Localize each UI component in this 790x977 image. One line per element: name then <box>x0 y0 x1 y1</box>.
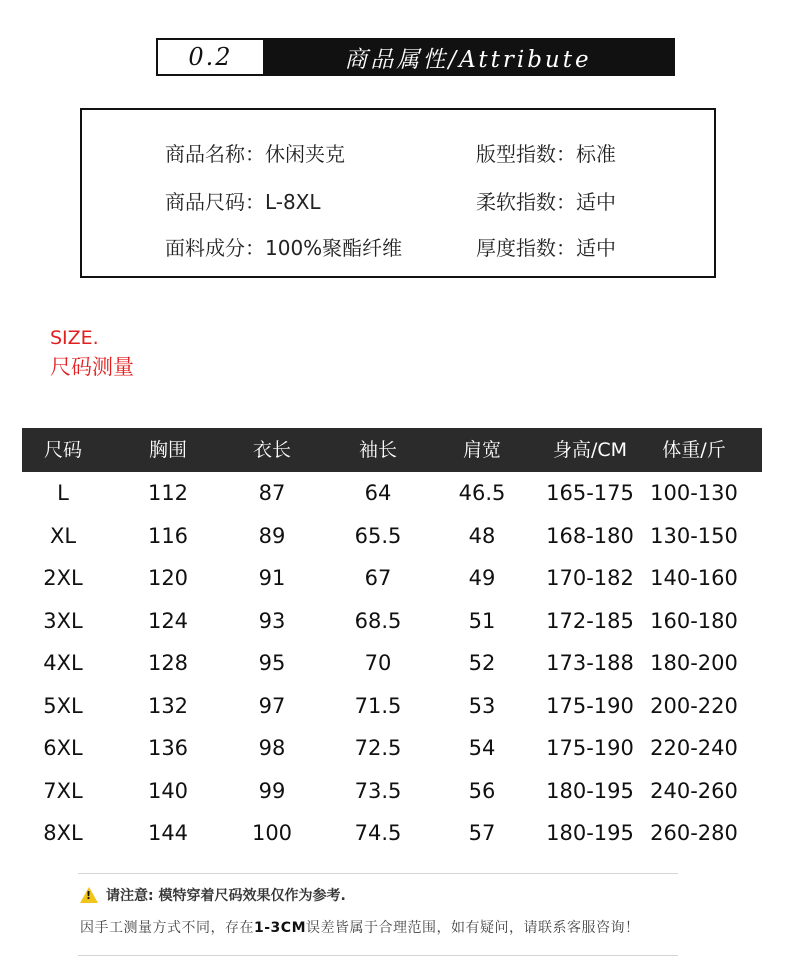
attribute-size: 商品尺码：L-8XL <box>165 190 321 214</box>
table-header-cell: 尺码 <box>43 439 83 461</box>
table-cell: 175-190 <box>546 736 634 760</box>
table-cell: 56 <box>468 778 496 803</box>
table-cell: 64 <box>364 481 392 505</box>
table-cell: 93 <box>258 608 286 633</box>
table-row <box>22 515 762 558</box>
table-cell: 100 <box>251 821 293 845</box>
size-table <box>22 428 762 855</box>
attribute-box <box>80 108 716 278</box>
table-cell: 73.5 <box>354 778 402 803</box>
table-cell: 98 <box>258 736 286 760</box>
table-cell: 48 <box>468 523 496 548</box>
table-cell: 220-240 <box>650 736 738 760</box>
table-cell: 173-188 <box>546 651 634 675</box>
table-cell: 99 <box>258 778 286 803</box>
table-cell: 46.5 <box>458 481 506 505</box>
table-row <box>22 685 762 728</box>
table-cell: 68.5 <box>354 608 402 633</box>
table-cell: 91 <box>258 566 286 590</box>
table-cell: 168-180 <box>546 523 634 548</box>
note-text-2-post: 误差皆属于合理范围，如有疑问，请联系客服咨询！ <box>306 920 640 936</box>
table-header-row <box>22 428 762 472</box>
table-cell: 136 <box>147 736 189 760</box>
table-cell: 240-260 <box>650 778 738 803</box>
table-cell: 51 <box>468 608 496 633</box>
table-cell: 128 <box>147 651 189 675</box>
table-cell: 95 <box>258 651 286 675</box>
table-cell: 100-130 <box>650 481 738 505</box>
table-cell: 70 <box>364 651 392 675</box>
table-cell: 112 <box>147 481 189 505</box>
table-row <box>22 600 762 643</box>
table-cell: L <box>57 481 69 505</box>
attribute-name: 商品名称：休闲夹克 <box>165 142 345 166</box>
table-cell: 124 <box>147 608 189 633</box>
table-row <box>22 812 762 855</box>
section-title: 商品属性/Attribute <box>263 40 673 74</box>
section-header <box>156 38 675 76</box>
table-cell: 200-220 <box>650 693 738 718</box>
size-heading-cn: 尺码测量 <box>50 355 134 379</box>
attribute-thickness: 厚度指数：适中 <box>476 236 616 260</box>
table-cell: 116 <box>147 523 189 548</box>
table-header-cell: 袖长 <box>358 439 398 461</box>
table-cell: 140 <box>147 778 189 803</box>
warning-icon-glyph: ! <box>86 889 92 902</box>
table-cell: 170-182 <box>546 566 634 590</box>
table-header-cell: 体重/斤 <box>662 439 726 461</box>
attribute-softness: 柔软指数：适中 <box>476 190 616 214</box>
table-cell: 97 <box>258 693 286 718</box>
note-line-2 <box>80 917 640 937</box>
table-cell: 74.5 <box>354 821 402 845</box>
table-header-cell: 身高/CM <box>552 439 628 461</box>
attribute-fabric: 面料成分：100%聚酯纤维 <box>165 236 403 260</box>
table-cell: 140-160 <box>650 566 738 590</box>
table-cell: 3XL <box>43 608 83 633</box>
table-cell: 4XL <box>43 651 83 675</box>
attribute-fit: 版型指数：标准 <box>476 142 616 166</box>
size-heading-en: SIZE. <box>50 327 99 349</box>
divider <box>78 873 678 874</box>
table-cell: 160-180 <box>650 608 738 633</box>
table-cell: 180-195 <box>546 821 634 845</box>
table-row <box>22 557 762 600</box>
table-cell: 8XL <box>43 821 83 845</box>
table-cell: 72.5 <box>354 736 402 760</box>
note-text-1: 请注意: 模特穿着尺码效果仅作为参考. <box>106 888 346 904</box>
table-cell: 165-175 <box>546 481 634 505</box>
table-row <box>22 472 762 515</box>
table-header-cell: 胸围 <box>148 439 188 461</box>
note-text-2-pre: 因手工测量方式不同，存在 <box>80 920 254 936</box>
table-cell: 130-150 <box>650 523 738 548</box>
table-cell: 132 <box>147 693 189 718</box>
note-text-2-bold: 1-3CM <box>254 920 306 936</box>
table-row <box>22 770 762 813</box>
table-cell: 180-195 <box>546 778 634 803</box>
section-number: 0.2 <box>188 43 233 71</box>
table-cell: 57 <box>468 821 496 845</box>
table-cell: 52 <box>468 651 496 675</box>
table-cell: 7XL <box>43 778 83 803</box>
table-header-cell: 衣长 <box>252 439 292 461</box>
table-cell: 260-280 <box>650 821 738 845</box>
table-cell: 65.5 <box>354 523 402 548</box>
table-row <box>22 727 762 770</box>
table-cell: 180-200 <box>650 651 738 675</box>
divider <box>78 955 678 956</box>
table-cell: 120 <box>147 566 189 590</box>
table-cell: 87 <box>258 481 286 505</box>
table-body <box>22 472 762 855</box>
table-row <box>22 642 762 685</box>
table-cell: 71.5 <box>354 693 402 718</box>
table-cell: 53 <box>468 693 496 718</box>
table-cell: 6XL <box>43 736 83 760</box>
table-cell: 49 <box>468 566 496 590</box>
table-cell: 5XL <box>43 693 83 718</box>
table-cell: 172-185 <box>546 608 634 633</box>
table-header-cell: 肩宽 <box>462 439 502 461</box>
table-cell: 144 <box>147 821 189 845</box>
table-cell: XL <box>49 523 77 548</box>
table-cell: 89 <box>258 523 286 548</box>
table-cell: 175-190 <box>546 693 634 718</box>
table-cell: 2XL <box>43 566 83 590</box>
table-cell: 67 <box>364 566 392 590</box>
warning-icon <box>80 887 98 903</box>
table-cell: 54 <box>468 736 496 760</box>
note-line-1 <box>80 885 346 905</box>
